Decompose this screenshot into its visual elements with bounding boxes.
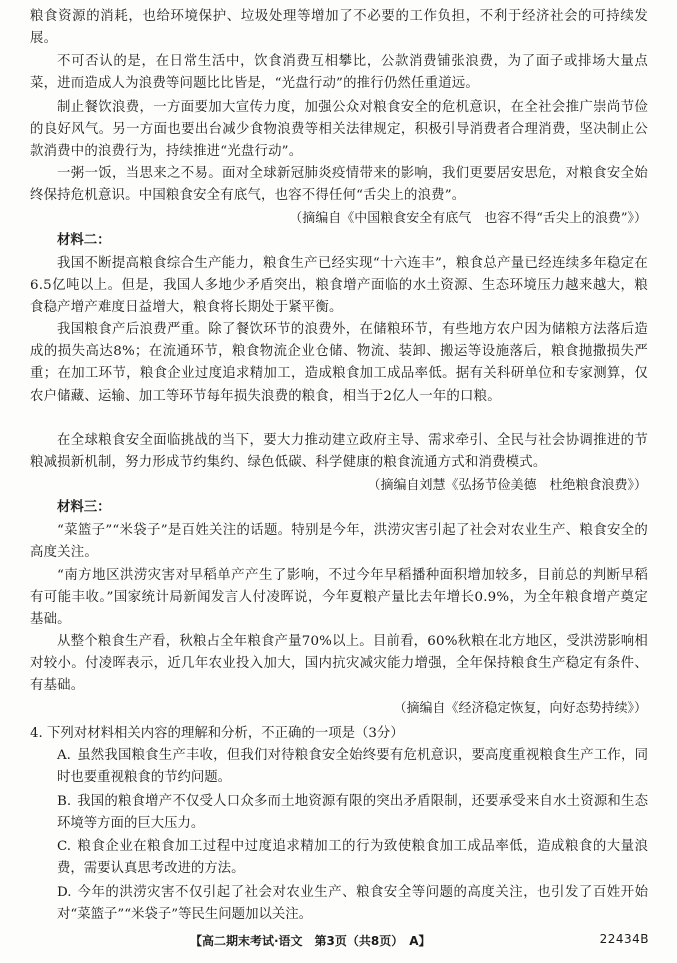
- paragraph: “南方地区洪涝灾害对早稻单产产生了影响，不过今年早稻播种面积增加较多，目前总的判断早稻有可能丰收。”国家统计局新闻发言人付凌晖说，今年夏粮产量比去年增长0.9%，为全年粮食增产奠定基础。: [30, 568, 648, 628]
- option-c[interactable]: [57, 836, 648, 880]
- paragraph: “菜篮子”“米袋子”是百姓关注的话题。特别是今年，洪涝灾害引起了社会对农业生产、粮食安全的高度关注。: [30, 523, 648, 561]
- option-label: B.: [57, 794, 72, 809]
- option-label: A.: [57, 748, 71, 763]
- option-d[interactable]: [57, 882, 648, 926]
- option-b[interactable]: [57, 791, 648, 835]
- paragraph: 我国粮食产后浪费严重。除了餐饮环节的浪费外，在储粮环节，有些地方农户因为储粮方法落后造成的损失高达8%；在流通环节，粮食物流企业仓储、物流、装卸、搬运等设施落后，粮食抛撒损失严重；在加工环节，粮食企业过度追求精加工，造成粮食加工成品率低。据有关科研单位和专家测算，仅农户储藏、运输、加工等环节每年损失浪费的粮食，相当于2亿人一年的口粮。: [30, 322, 648, 404]
- paragraph: 我国不断提高粮食综合生产能力，粮食生产已经实现“十六连丰”，粮食总产量已经连续多年稳定在6.5亿吨以上。但是，我国人多地少矛盾突出，粮食增产面临的水土资源、生态环境压力越来越大，粮食稳产增产难度日益增大，粮食将长期处于紧平衡。: [30, 256, 648, 316]
- source-citation: （摘编自刘慧《弘扬节俭美德 杜绝粮食浪费》）: [367, 478, 647, 493]
- paragraph: 不可否认的是，在日常生活中，饮食消费互相攀比，公款消费铺张浪费，为了面子或排场大量点菜，进而造成人为浪费等问题比比皆是，“光盘行动”的推行仍然任重道远。: [30, 54, 648, 92]
- page-footer: [0, 930, 677, 952]
- paragraph: 一粥一饭，当思来之不易。面对全球新冠肺炎疫情带来的影响，我们更要居安思危，对粮食安全始终保持危机意识。中国粮食安全有底气，也容不得任何“舌尖上的浪费”。: [30, 166, 648, 204]
- material-heading: 材料二：: [57, 233, 111, 248]
- source-citation: （摘编自《经济稳定恢复，向好态势持续》）: [393, 701, 647, 716]
- question-stem: 4. 下列对材料相关内容的理解和分析，不正确的一项是（3分）: [30, 726, 404, 741]
- option-text: 我国的粮食增产不仅受人口众多而土地资源有限的突出矛盾限制，还要承受来自水土资源和生态环境等方面的巨大压力。: [57, 794, 648, 832]
- paragraph: 制止餐饮浪费，一方面要加大宣传力度，加强公众对粮食安全的危机意识，在全社会推广崇尚节俭的良好风气。另一方面也要出台减少食物浪费等相关法律规定，积极引导消费者合理消费，坚决制止公款消费中的浪费行为，持续推进“光盘行动”。: [30, 100, 648, 160]
- material-heading: 材料三：: [57, 500, 111, 515]
- paragraph: 在全球粮食安全面临挑战的当下，要大力推动建立政府主导、需求牵引、全民与社会协调推进的节粮减损新机制，努力形成节约集约、绿色低碳、科学健康的粮食流通方式和消费模式。: [30, 433, 648, 471]
- footer-exam-code: 22434B: [599, 932, 649, 946]
- option-text: 粮食企业在粮食加工过程中过度追求精加工的行为致使粮食加工成品率低，造成粮食的大量浪费，需要认真思考改进的方法。: [57, 839, 648, 877]
- source-citation: （摘编自《中国粮食安全有底气 也容不得“舌尖上的浪费”》）: [289, 211, 647, 226]
- paragraph: 从整个粮食生产看，秋粮占全年粮食产量70%以上。目前看，60%秋粮在北方地区，受洪涝影响相对较小。付凌晖表示，近几年农业投入加大，国内抗灾减灾能力增强，全年保持粮食生产稳定有条件、有基础。: [30, 634, 648, 694]
- option-label: C.: [57, 839, 72, 854]
- footer-page-info: 【高二期末考试·语文 第3页（共8页） A】: [190, 934, 431, 948]
- option-text: 虽然我国粮食生产丰收，但我们对待粮食安全始终要有危机意识，要高度重视粮食生产工作，同时也要重视粮食的节约问题。: [57, 748, 648, 786]
- option-text: 今年的洪涝灾害不仅引起了社会对农业生产、粮食安全等问题的高度关注，也引发了百姓开始对“菜篮子”“米袋子”等民生问题加以关注。: [57, 885, 648, 923]
- option-label: D.: [57, 885, 72, 900]
- paragraph-continued: 粮食资源的消耗，也给环境保护、垃圾处理等增加了不必要的工作负担，不利于经济社会的可持续发展。: [30, 9, 648, 47]
- option-a[interactable]: [57, 745, 648, 789]
